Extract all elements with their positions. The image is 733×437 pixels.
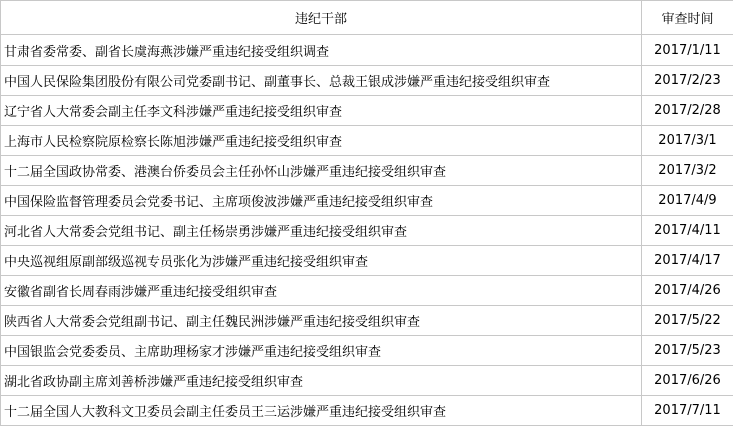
table-row [1, 66, 733, 96]
cadre-cell: 十二届全国人大教科文卫委员会副主任委员王三运涉嫌严重违纪接受组织审查 [1, 396, 642, 426]
review-date-cell: 2017/2/28 [642, 96, 733, 126]
table-row [1, 396, 733, 426]
cadre-cell: 安徽省副省长周春雨涉嫌严重违纪接受组织审查 [1, 276, 642, 306]
table-row [1, 336, 733, 366]
cadre-cell: 湖北省政协副主席刘善桥涉嫌严重违纪接受组织审查 [1, 366, 642, 396]
review-date-cell: 2017/6/26 [642, 366, 733, 396]
table-row [1, 216, 733, 246]
table-row [1, 35, 733, 66]
review-date-cell: 2017/5/22 [642, 306, 733, 336]
table-row [1, 366, 733, 396]
cadre-cell: 甘肃省委常委、副省长虞海燕涉嫌严重违纪接受组织调查 [1, 35, 642, 66]
review-date-cell: 2017/5/23 [642, 336, 733, 366]
cadre-cell: 辽宁省人大常委会副主任李文科涉嫌严重违纪接受组织审查 [1, 96, 642, 126]
table-row [1, 126, 733, 156]
review-date-cell: 2017/4/11 [642, 216, 733, 246]
review-date-cell: 2017/4/9 [642, 186, 733, 216]
cadre-cell: 中央巡视组原副部级巡视专员张化为涉嫌严重违纪接受组织审查 [1, 246, 642, 276]
cadre-cell: 陕西省人大常委会党组副书记、副主任魏民洲涉嫌严重违纪接受组织审查 [1, 306, 642, 336]
header-row [1, 1, 733, 35]
cadre-cell: 中国银监会党委委员、主席助理杨家才涉嫌严重违纪接受组织审查 [1, 336, 642, 366]
cadre-cell: 河北省人大常委会党组书记、副主任杨崇勇涉嫌严重违纪接受组织审查 [1, 216, 642, 246]
table-row [1, 306, 733, 336]
table-row [1, 156, 733, 186]
review-date-cell: 2017/2/23 [642, 66, 733, 96]
review-date-cell: 2017/3/2 [642, 156, 733, 186]
table-row [1, 276, 733, 306]
review-date-cell: 2017/3/1 [642, 126, 733, 156]
review-date-cell: 2017/4/26 [642, 276, 733, 306]
cadre-cell: 中国人民保险集团股份有限公司党委副书记、副董事长、总裁王银成涉嫌严重违纪接受组织审查 [1, 66, 642, 96]
column-header-review-date: 审查时间 [642, 1, 733, 35]
review-date-cell: 2017/7/11 [642, 396, 733, 426]
table-row [1, 186, 733, 216]
review-date-cell: 2017/4/17 [642, 246, 733, 276]
table-row [1, 246, 733, 276]
column-header-cadre: 违纪干部 [1, 1, 642, 35]
cadre-cell: 上海市人民检察院原检察长陈旭涉嫌严重违纪接受组织审查 [1, 126, 642, 156]
review-date-cell: 2017/1/11 [642, 35, 733, 66]
cadre-cell: 十二届全国政协常委、港澳台侨委员会主任孙怀山涉嫌严重违纪接受组织审查 [1, 156, 642, 186]
table-row [1, 96, 733, 126]
cadre-cell: 中国保险监督管理委员会党委书记、主席项俊波涉嫌严重违纪接受组织审查 [1, 186, 642, 216]
